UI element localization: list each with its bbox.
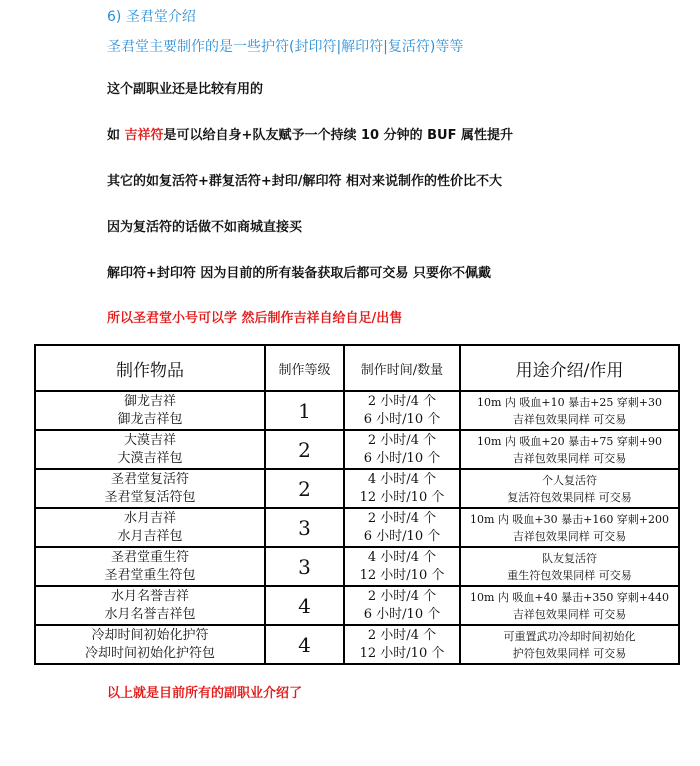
time-value: 2 小时/4 个 [367, 393, 437, 409]
item-name: 冷却时间初始化护符包 [84, 645, 215, 661]
time-value: 12 小时/10 个 [359, 489, 445, 505]
time-value: 2 小时/4 个 [367, 627, 437, 643]
item-name: 水月名誉吉祥包 [104, 606, 196, 622]
table-row [35, 547, 679, 586]
header-time: 制作时间/数量 [344, 345, 460, 391]
item-cell [35, 391, 265, 430]
item-name: 冷却时间初始化护符 [91, 627, 209, 643]
paragraph-buff [107, 124, 513, 143]
usage-text: 10m 内 吸血+20 暴击+75 穿刺+90 [476, 434, 663, 448]
item-name: 圣君堂复活符包 [104, 489, 196, 505]
time-value: 2 小时/4 个 [367, 588, 437, 604]
usage-cell [460, 508, 679, 547]
time-cell [344, 547, 460, 586]
item-name: 御龙吉祥包 [117, 411, 183, 427]
time-value: 2 小时/4 个 [367, 510, 437, 526]
usage-text: 复活符包效果同样 可交易 [507, 490, 632, 504]
usage-cell [460, 547, 679, 586]
level-cell: 4 [265, 586, 344, 625]
table-row [35, 625, 679, 664]
buff-highlight: 吉祥符 [124, 128, 164, 143]
buff-prefix: 如 [107, 128, 125, 143]
section-title: 6) 圣君堂介绍 [107, 9, 196, 25]
table-row [35, 469, 679, 508]
paragraph-usefulness: 这个副职业还是比较有用的 [107, 82, 264, 97]
time-value: 6 小时/10 个 [363, 528, 441, 544]
item-name: 圣君堂复活符 [110, 471, 189, 487]
usage-text: 吉祥包效果同样 可交易 [512, 451, 627, 465]
time-cell [344, 391, 460, 430]
time-value: 6 小时/10 个 [363, 606, 441, 622]
usage-text: 可重置武功冷却时间初始化 [503, 629, 636, 643]
time-cell [344, 586, 460, 625]
table-header-row [35, 345, 679, 391]
time-cell [344, 625, 460, 664]
item-name: 御龙吉祥 [123, 393, 176, 409]
time-value: 4 小时/4 个 [367, 471, 437, 487]
usage-cell [460, 469, 679, 508]
paragraph-revive-shop: 因为复活符的话做不如商城直接买 [107, 220, 303, 235]
time-value: 4 小时/4 个 [367, 549, 437, 565]
header-item: 制作物品 [35, 345, 265, 391]
buff-suffix: 是可以给自身+队友赋予一个持续 10 分钟的 BUF 属性提升 [163, 128, 513, 143]
item-name: 水月吉祥包 [117, 528, 183, 544]
level-cell: 3 [265, 547, 344, 586]
level-cell: 1 [265, 391, 344, 430]
usage-text: 吉祥包效果同样 可交易 [512, 529, 627, 543]
item-cell [35, 469, 265, 508]
time-value: 12 小时/10 个 [359, 645, 445, 661]
header-usage: 用途介绍/作用 [460, 345, 679, 391]
item-name: 水月名誉吉祥 [110, 588, 189, 604]
usage-cell [460, 430, 679, 469]
intro-line: 圣君堂主要制作的是一些护符(封印符|解印符|复活符)等等 [107, 39, 464, 55]
item-cell [35, 508, 265, 547]
time-value: 2 小时/4 个 [367, 432, 437, 448]
crafting-table [34, 344, 680, 665]
usage-text: 个人复活符 [542, 473, 597, 487]
table-row [35, 430, 679, 469]
item-name: 水月吉祥 [123, 510, 176, 526]
table-row [35, 586, 679, 625]
usage-text: 吉祥包效果同样 可交易 [512, 607, 627, 621]
item-name: 圣君堂重生符包 [104, 567, 196, 583]
time-value: 6 小时/10 个 [363, 411, 441, 427]
time-value: 12 小时/10 个 [359, 567, 445, 583]
time-cell [344, 469, 460, 508]
paragraph-seal-talismans: 解印符+封印符 因为目前的所有装备获取后都可交易 只要你不佩戴 [107, 266, 491, 281]
item-cell [35, 430, 265, 469]
table-row [35, 508, 679, 547]
usage-cell [460, 391, 679, 430]
item-name: 大漠吉祥包 [117, 450, 183, 466]
usage-cell [460, 586, 679, 625]
closing-line: 以上就是目前所有的副职业介绍了 [107, 686, 303, 701]
paragraph-other-talismans: 其它的如复活符+群复活符+封印/解印符 相对来说制作的性价比不大 [107, 174, 503, 189]
item-name: 大漠吉祥 [123, 432, 176, 448]
usage-text: 护符包效果同样 可交易 [512, 646, 627, 660]
usage-text: 重生符包效果同样 可交易 [507, 568, 632, 582]
header-level: 制作等级 [265, 345, 344, 391]
usage-cell [460, 625, 679, 664]
usage-text: 10m 内 吸血+10 暴击+25 穿刺+30 [476, 395, 663, 409]
item-cell [35, 547, 265, 586]
time-value: 6 小时/10 个 [363, 450, 441, 466]
table-row [35, 391, 679, 430]
usage-text: 10m 内 吸血+40 暴击+350 穿刺+440 [469, 590, 670, 604]
level-cell: 2 [265, 430, 344, 469]
item-cell [35, 586, 265, 625]
paragraph-recommendation: 所以圣君堂小号可以学 然后制作吉祥自给自足/出售 [107, 311, 403, 326]
item-cell [35, 625, 265, 664]
time-cell [344, 430, 460, 469]
level-cell: 2 [265, 469, 344, 508]
item-name: 圣君堂重生符 [110, 549, 189, 565]
usage-text: 吉祥包效果同样 可交易 [512, 412, 627, 426]
level-cell: 4 [265, 625, 344, 664]
time-cell [344, 508, 460, 547]
level-cell: 3 [265, 508, 344, 547]
usage-text: 10m 内 吸血+30 暴击+160 穿刺+200 [469, 512, 670, 526]
usage-text: 队友复活符 [542, 551, 597, 565]
